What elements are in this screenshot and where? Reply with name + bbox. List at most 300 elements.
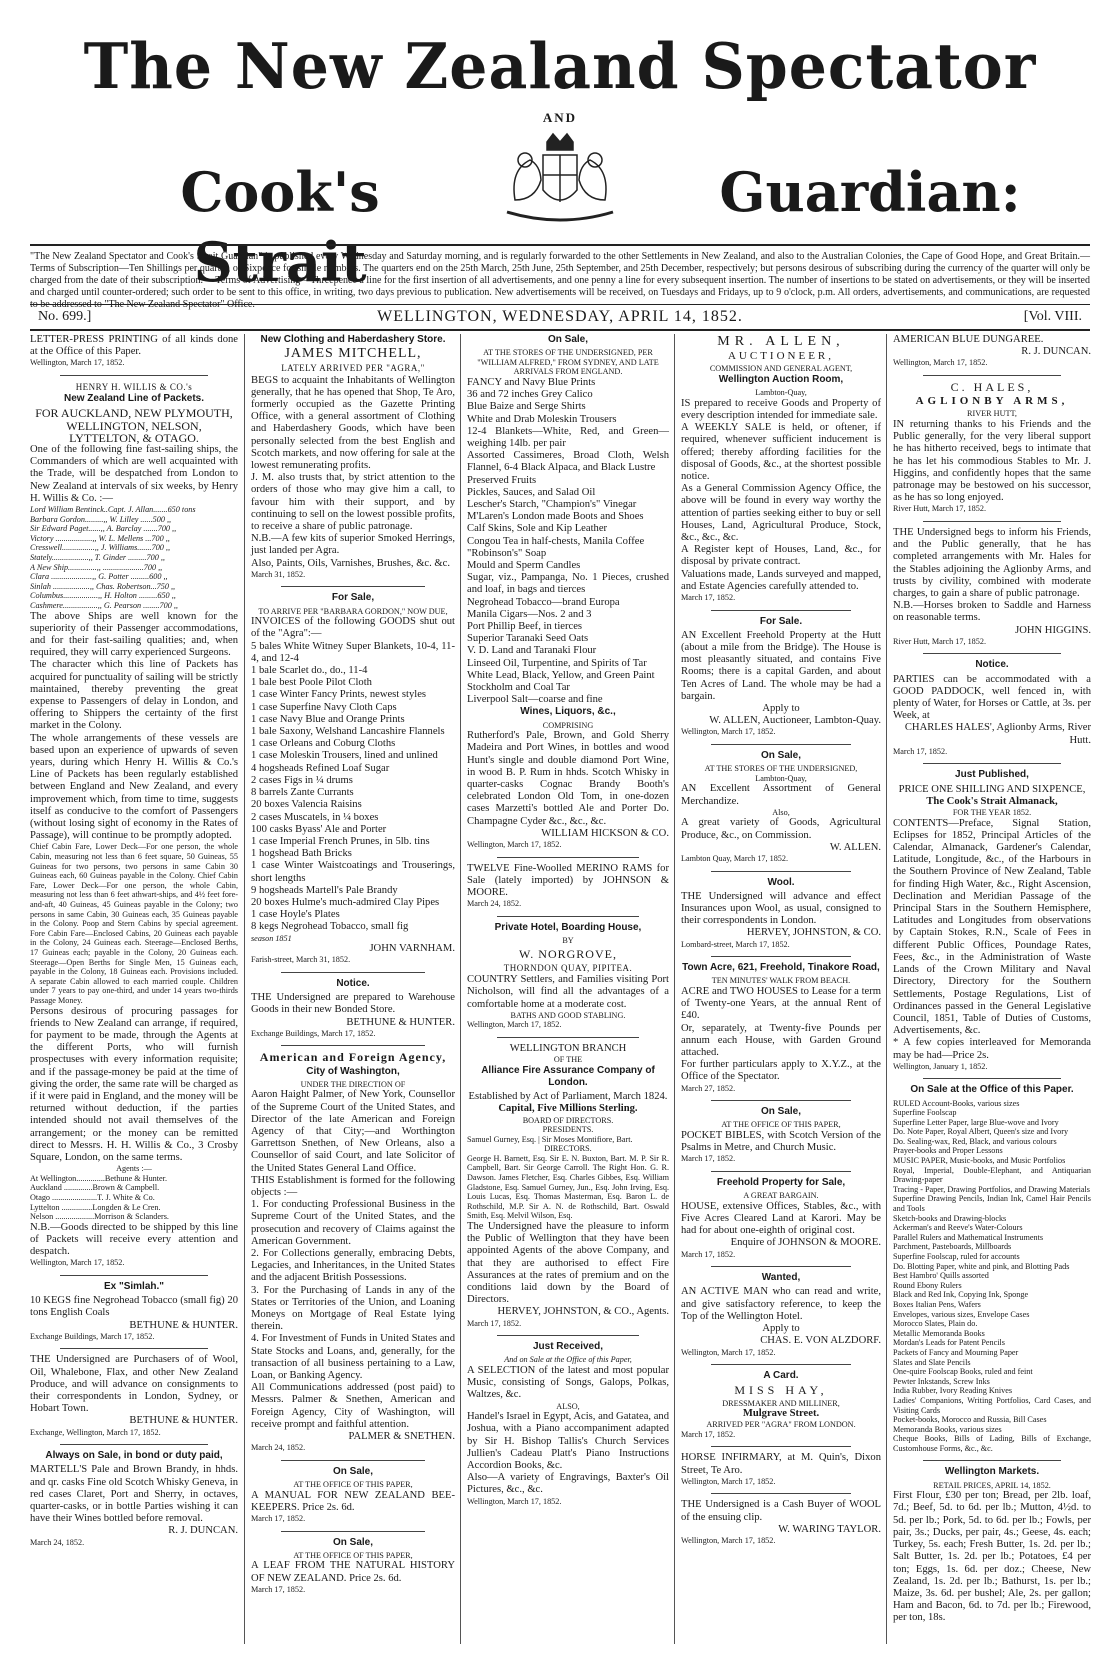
ad-role: DRESSMAKER AND MILLINER, (722, 1398, 840, 1408)
ad-text: 1. For conducting Professional Business in the Supreme Court of the United States, and the prosecution and recovery of Claims against the American Government. (251, 1199, 455, 1247)
ad-arrived: ARRIVED PER "AGRA" FROM LONDON. (706, 1420, 856, 1430)
divider (923, 1078, 1061, 1079)
ad-text: POCKET BIBLES, with Scotch Version of the Psalms in Metre, and Church Music. (681, 1130, 881, 1154)
ad-date: March 24, 1852. (30, 1537, 85, 1547)
markets-prices: First Flour, £30 per ton; Bread, per 2lb. loaf, 7d.; Beef, 5d. to 6d. per lb.; Mutton, 4½d. to 5d. per lb.; Pork, 5d. to 6d. per lb.; Fowls, per pair, 3s.; Ducks, per pair, 4s.; Geese, 4s. each; Turkey, 5s. each; Fresh Butter, 1s. 2d. per lb.; Salt Butter, 1s. 2d. per lb.; Potatoes, £4 per ton; Eggs, 1s. 6d. per doz.; Cheese, New Zealand, 1s. 2d. per lb.; Bathurst, 1s. per lb.; Maize, 3s. 6d. per bushel; Ale, 2s. per gallon; Ham and Bacon, 6d. to 7d. per lb.; Firewood, per ton, 18s. (893, 1490, 1091, 1624)
stationery-list-item: Superfine Foolscap (893, 1108, 957, 1118)
stationery-list-item: One-quire Foolscap Books, ruled and feint (893, 1367, 1033, 1377)
ad-almanack (893, 769, 1091, 1071)
stationery-list (893, 1099, 1091, 1454)
agent-list-item: Nelson ...................Morrison & Sclanders. (30, 1212, 169, 1222)
ad-heading: Private Hotel, Boarding House, (494, 921, 642, 933)
goods-list-item: 100 casks Byass' Ale and Porter (251, 823, 387, 835)
ad-heading: On Sale, (760, 750, 801, 762)
ad-simlah (30, 1281, 238, 1341)
divider (711, 956, 851, 957)
goods-list-item: Assorted Cassimeres, Broad Cloth, Welsh Flannel, 6-4 Black Alpaca, and Black Lustre (467, 450, 669, 474)
ad-subheading: COMMISSION AND GENERAL AGENT, (709, 364, 853, 374)
ad-heading: Notice. (975, 659, 1009, 671)
column-2 (244, 334, 461, 1644)
ship-list-item: Barbara Gordon.........,, W. Lilley ......500 ,, (30, 514, 172, 524)
stationery-list-item: Parallel Rulers and Mathematical Instruments (893, 1232, 1044, 1242)
ad-date: Lombard-street, March 17, 1852. (681, 939, 790, 949)
ad-date: Wellington, March 17, 1852. (467, 1020, 562, 1030)
ad-text: INVOICES of the following GOODS shut out of the "Agra":— (251, 616, 455, 640)
ad-signature: BETHUNE & HUNTER. (346, 1016, 455, 1028)
stationery-list-item: Do. Blotting Paper, white and pink, and Blotting Pads (893, 1261, 1070, 1271)
ad-heading: On Sale at the Office of this Paper. (910, 1084, 1074, 1096)
goods-list-item: 12-4 Blankets—White, Red, and Green—weighing 14lb. per pair (467, 425, 669, 449)
ad-miss-hay (681, 1370, 881, 1439)
ad-bond (30, 1450, 238, 1547)
ship-list-item: Sir Edward Paget......,, A. Barclay .......700 ,, (30, 524, 177, 534)
dateline (30, 304, 1090, 331)
goods-list-item: Lescher's Starch, "Champion's" Vinegar (467, 499, 637, 511)
divider (711, 871, 851, 872)
ad-date: March 17, 1852. (681, 1429, 736, 1439)
ad-date: March 17, 1852. (251, 1514, 306, 1524)
goods-list-item: Superior Taranaki Seed Oats (467, 633, 589, 645)
ad-date: Exchange Buildings, March 17, 1852. (30, 1331, 155, 1341)
divider (711, 1446, 851, 1447)
ad-heading: On Sale, (547, 334, 588, 345)
wines-subheading: COMPRISING (542, 720, 594, 730)
divider (60, 1348, 208, 1349)
ad-date: Wellington, March 17, 1852. (681, 727, 776, 737)
ad-date: Wellington, March 17, 1852. (893, 358, 988, 368)
divider (497, 1335, 639, 1336)
divider (711, 744, 851, 745)
auction-room: Wellington Auction Room, (718, 374, 844, 385)
ship-list-item: Lord William Bentinck..Capt. J. Allan.......650 tons (30, 505, 196, 515)
stationery-list-item: Ladies' Companions, Writing Portfolios, Card Cases, and Visiting Cards (893, 1395, 1091, 1415)
ad-date: March 31, 1852. (251, 569, 306, 579)
ad-signature: BETHUNE & HUNTER. (129, 1415, 238, 1427)
masthead-left-title: Cook's Strait (180, 160, 380, 294)
ship-list-item: Clara ....................,, G. Potter .........600 ,, (30, 572, 168, 582)
ad-karori (681, 1177, 881, 1259)
ad-signature: PALMER & SNETHEN. (348, 1431, 455, 1443)
ad-text: All Communications addressed (post paid) to Messrs. Palmer & Snethen, American and Foreign Agency, City of Washington, will receive prompt and faithful attention. (251, 1382, 455, 1430)
ad-signature: R. J. DUNCAN. (1021, 346, 1091, 358)
ad-hales (893, 381, 1091, 514)
divider (281, 1460, 425, 1461)
ad-wool (681, 877, 881, 950)
ad-role: AUCTIONEER, (727, 350, 835, 363)
goods-list-item: Calf Skins, Sole and Kip Leather (467, 523, 608, 535)
goods-list-item: Linseed Oil, Turpentine, and Spirits of Tar (467, 657, 647, 669)
ad-subheading: TO ARRIVE PER "BARBARA GORDON," NOW DUE, (258, 606, 448, 616)
ad-text: THIS Establishment is formed for the following objects :— (251, 1174, 455, 1198)
goods-list-item: 9 hogsheads Martell's Pale Brandy (251, 884, 398, 896)
ad-town-acre (681, 962, 881, 1093)
issue-date: WELLINGTON, WEDNESDAY, APRIL 14, 1852. (377, 308, 743, 325)
ad-text: A MANUAL FOR NEW ZEALAND BEE-KEEPERS. Price 2s. 6d. (251, 1489, 455, 1513)
ad-text: 2. For Collections generally, embracing Debts, Legacies, and Inheritances, in the United States and the adjacent British Possessions. (251, 1247, 455, 1284)
stationery-list-item: Do. Note Paper, Royal Albert, Queen's size and Ivory (893, 1127, 1069, 1137)
presidents-names: Samuel Gurney, Esq. | Sir Moses Montifiore, Bart. (467, 1134, 633, 1144)
stationery-list-item: Superfine Drawing Pencils, Indian Ink, Camel Hair Pencils and Tools (893, 1194, 1091, 1214)
ad-text: The above Ships are well known for the superiority of their Passenger accommodations, and for their fast-sailing qualities; and, when required, they will carry experienced Surgeons. (30, 610, 238, 659)
ad-subheading: AT THE STORES OF THE UNDERSIGNED, (704, 764, 858, 774)
goods-list-item: Negrohead Tobacco—brand Europa (467, 596, 620, 608)
ad-signature: W. ALLEN. (829, 841, 881, 853)
ad-heading: A Card. (763, 1370, 799, 1382)
divider (497, 916, 639, 917)
ad-heading: WELLINGTON BRANCH (509, 1042, 627, 1054)
goods-list-item: 20 boxes Valencia Raisins (251, 799, 362, 811)
ad-date: March 24, 1852. (251, 1443, 306, 1453)
ad-text: THE Undersigned will advance and effect Insurances upon Wool, as usual, consigned to their correspondents in London. (681, 890, 881, 927)
established: Established by Act of Parliament, March 1824. (468, 1091, 668, 1103)
stationery-list-item: Cheque Books, Bills of Lading, Bills of Exchange, Customhouse Forms, &c., &c. (893, 1434, 1091, 1453)
ad-text: Handel's Israel in Egypt, Acis, and Gatatea, and Joshua, with a Piano accompaniment adapted by Sir H. Bishop Tallis's Church Services Jullien's Cadeau Platt's Piano Instructions Accordion Books, &c. (467, 1411, 669, 1472)
ad-paddock (893, 659, 1091, 756)
ad-text: Rutherford's Pale, Brown, and Gold Sherry Madeira and Port Wines, in bottles and wood Hunt's single and double diamond Port Wine, in wood B. P. Rum in hhds. Scotch Whisky in quarter-casks Cognac Brandy Booth's celebrated London Old Tom, in one-dozen cases Marzetti's bottled Ale and Porter Do. Champagne Cyder &c., &c., &c. (467, 730, 669, 827)
board-heading: BOARD OF DIRECTORS. (522, 1115, 614, 1125)
ad-text: The Undersigned have the pleasure to inform the Public of Wellington that they have been appointed Agents of the above Company, and that they are authorised to effect Fire Assurances at the rates of premium and on the conditions laid down by the Board of Directors. (467, 1221, 669, 1306)
divider (711, 610, 851, 611)
ad-text: CONTENTS—Preface, Signal Station, Eclipses for 1852, Principal Articles of the Calendar, Almanack, Gardener's Calendar, Latitude, Longitude, &c., of the Harbours in the Southern Province of New Zealand, Table for finding High Water, &c., Right Ascension, Declination and Meridian Passage of the Principal Stars in the Southern Hemisphere, Latitudes and Longitudes from observations by Captain Stokes, R.N., Scale of Fees in different Public Offices, Poundage Rates, Fees, &c., in the Administration of Waste Lands of the Crown Military and Naval Directory, Directory for the Southern Settlements, Postage Regulations, List of Ordinances passed in the General Legislative Council, 1851, Table of Duties of Customs, Advertisements, &c. (893, 817, 1091, 1037)
ad-purchasers (30, 1354, 238, 1437)
fare-table: Chief Cabin Fare, Lower Deck—For one person, the whole Cabin, measuring not less than 6 feet square, 50 Guineas, 55 Guineas for two persons, two persons in same Cabin 30 Guineas each, 60 Guineas payable in the Colony. Chief Cabin Fare, Lower Deck—For one person, the whole Cabin, measuring not less than 6 feet athwart-ships, and 4½ feet fore-and-aft, 40 Guineas, 45 Guineas payable in the Colony; two persons in same Cabin, 30 Guineas each, 35 Guineas payable in the Colony. Poop and Stern Cabins by special agreement. Fore Cabin Fare—Enclosed Cabins, 20 Guineas each payable in the Colony, 24 Guineas each. Steerage—Enclosed Berths, 17 Guineas each; payable in the Colony, 20 Guineas each. Steerage—Open Berths for Single Men, 15 Guineas each, payable in the Colony, 18 Guineas each. Provisions included. A separate Cabin allowed to each married couple. Children under 7 years to pay one-third, and under 14 years two-thirds Passage Money. (30, 842, 238, 1005)
ad-text: AN Excellent Assortment of General Merchandize. (681, 783, 881, 807)
goods-list-item: White and Drab Moleskin Trousers (467, 413, 617, 425)
ad-inn: AGLIONBY ARMS, (915, 395, 1069, 408)
ad-signature: BETHUNE & HUNTER. (129, 1319, 238, 1331)
directors-heading: DIRECTORS. (544, 1144, 592, 1154)
publication-terms: "The New Zealand Spectator and Cook's Strait Guardian" is published every Wednesday and Saturday morning, and is regularly forwarded to the other Settlements in New Zealand, and also to the Australian Colonies, the Cape of Good Hope, and Great Britain.— Terms of Subscription—Ten Shillings per quarter, or Sixpence for single numbers. The quarters end on the 25th March, 25th June, 25th September, and 25th December, respectively; but persons desirous of subscribing during the currency of the quarter will only be charged from the date of their subscription.— Terms of Advertising—Threepence a line for the first insertion of all advertisements, and one penny a line for every subsequent insertion. The number of insertions to be stated on advertisements, or they will be inserted and charged until counter-ordered; such order to be sent to this office, in writing, two days previous to publication. New advertisements will be received, on Tuesdays and Fridays, up to 9 o'clock, p.m. All orders, advertisements, and communications, are requested to be addressed to "The New Zealand Spectator" Office. (30, 244, 1090, 311)
ad-text: HOUSE, extensive Offices, Stables, &c., with Five Acres Cleared Land at Karori. May be had for about one-eighth of original cost. (681, 1200, 881, 1237)
ad-text: A great variety of Goods, Agricultural Produce, &c., on Commission. (681, 817, 881, 841)
ad-text: 3. For the Purchasing of Lands in any of the States or Territories of the Union, and Loaning Moneys on Mortgage of Real Estate lying therein. (251, 1284, 455, 1333)
ad-heading: HENRY H. WILLIS & CO.'s (75, 382, 193, 392)
ad-date: Lambton Quay, March 17, 1852. (681, 854, 789, 864)
divider (711, 1364, 851, 1365)
ad-horse-infirmary (681, 1452, 881, 1486)
stationery-list-item: MUSIC PAPER, Music-books, and Music Portfolios (893, 1156, 1066, 1166)
stationery-list-item: Best Hambro' Quills assorted (893, 1271, 989, 1281)
goods-list-item: 1 bale best Poole Pilot Cloth (251, 677, 372, 689)
goods-list (251, 641, 455, 934)
agents-heading: Agents :— (116, 1164, 152, 1174)
ad-date: March 17, 1852. (681, 593, 736, 603)
directors-names: George H. Barnett, Esq. Sir E. N. Buxton, Bart. M. P. Sir R. Campbell, Bart. Sir George Carroll. The Right Hon. G. R. Dawson. James Fletcher, Esq. Charles Gibbes, Esq. William Gladstone, Esq. Samuel Gurney, Jun., Esq. John Irving, Esq. Louis Lucas, Esq. Thomas Masterman, Esq. Baron L. de Rothschild, M.P. Sir A. N. de Rothschild, Bart. Oswald Smith, Esq. Melvil Wilson, Esq. (467, 1153, 669, 1221)
divider (711, 1100, 851, 1101)
ad-heading: Notice. (336, 977, 370, 989)
goods-list-item: 2 cases Figs in ¼ drums (251, 774, 353, 786)
ad-date: Exchange Buildings, March 17, 1852. (251, 1028, 376, 1038)
ad-heading: New Clothing and Haberdashery Store. (260, 334, 446, 345)
stationery-list-item: Superfine Letter Paper, large Blue-wove and Ivory (893, 1117, 1059, 1127)
divider (60, 1444, 208, 1445)
goods-list-item: 1 bale Scarlet do., do., 11-4 (251, 665, 368, 677)
divider (497, 857, 639, 858)
ad-price: PRICE ONE SHILLING AND SIXPENCE, (898, 783, 1086, 795)
ad-text: AMERICAN BLUE DUNGAREE. (893, 334, 1044, 345)
ad-also: ALSO, (556, 1401, 580, 1411)
goods-list-item: "Robinson's" Soap (467, 547, 547, 559)
ad-signature: W. ALLEN, Auctioneer, Lambton-Quay. (709, 715, 881, 727)
ad-text: 4. For Investment of Funds in United States and State Stocks and Loans, and, generally, for the transaction of all business pertaining to a Law, Loan, or Banking Agency. (251, 1333, 455, 1381)
ad-text: IN returning thanks to his Friends and the Public generally, for the very liberal support he has hitherto received, begs to intimate that he has let his commodious Stables to Mr. J. Higgins, and confidently hopes that the same patronage may be bestowed on his successor, as he has so long enjoyed. (893, 419, 1091, 504)
ad-text: One of the following fine fast-sailing ships, the Commanders of which are well acquainted with the Trade, will be despatched from London to New Zealand at intervals of six weeks, by Henry H. Willis & Co. :— (30, 444, 238, 504)
goods-list-item: 1 hogshead Bath Bricks (251, 848, 352, 860)
ad-text: Valuations made, Lands surveyed and mapped, and Estate Agencies carefully attended to. (681, 568, 881, 592)
ad-letterpress (30, 334, 238, 368)
stationery-list-item: Prayer-books and Proper Lessons (893, 1146, 1003, 1156)
goods-list-item: White Lead, Black, Yellow, and Green Paint (467, 669, 655, 681)
almanack-year: FOR THE YEAR 1852. (952, 808, 1032, 818)
ad-street: Mulgrave Street. (742, 1408, 820, 1420)
ad-signature: W. WARING TAYLOR. (778, 1523, 881, 1535)
ad-bonded-store (251, 978, 455, 1038)
ad-text: Also, Paints, Oils, Varnishes, Brushes, &c. &c. (251, 557, 451, 569)
column-4 (674, 334, 887, 1644)
ad-text: PARTIES can be accommodated with a GOOD PADDOCK, well fenced in, with plenty of Water, for Horses or Cattle, at 3s. per Week, at (893, 673, 1091, 722)
ad-foreign-agency (251, 1051, 455, 1452)
goods-list-item: 1 case Orleans and Coburg Cloths (251, 738, 396, 750)
goods-list-item: Pickles, Sauces, and Salad Oil (467, 486, 596, 498)
ad-higgins (893, 527, 1091, 646)
wines-heading: Wines, Liquors, &c., (520, 706, 616, 718)
ad-of: OF THE (553, 1055, 583, 1065)
goods-list-item: 4 hogsheads Refined Loaf Sugar (251, 762, 390, 774)
ad-text: THE Undersigned is a Cash Buyer of WOOL of the ensuing clip. (681, 1499, 881, 1523)
ad-date: River Hutt, March 17, 1852. (893, 504, 987, 514)
presidents-heading: PRESIDENTS. (542, 1125, 594, 1135)
ad-text: A Register kept of Houses, Land, &c., for disposal by private contract. (681, 544, 881, 568)
goods-list-item: 36 and 72 inches Grey Calico (467, 389, 593, 401)
ad-heading: Just Received, (532, 1341, 604, 1353)
ad-by: BY (562, 936, 574, 946)
goods-list-item: 1 case Imperial French Prunes, in 5lb. tins (251, 835, 430, 847)
ad-subheading: AT THE STORES OF THE UNDERSIGNED, PER "WILLIAM ALFRED," FROM SYDNEY, AND LATE ARRIVALS FROM ENGLAND. (477, 348, 659, 377)
markets-heading: Wellington Markets. (944, 1466, 1040, 1478)
ad-text: Or, separately, at Twenty-five Pounds per annum each House, with Garden Ground attached. (681, 1022, 881, 1059)
ad-text: LETTER-PRESS PRINTING of all kinds done at the Office of this Paper. (30, 334, 238, 358)
stationery-list-item: Envelopes, various sizes, Envelope Cases (893, 1309, 1030, 1319)
ad-address: THORNDON QUAY, PIPITEA. (503, 962, 633, 973)
stationery-list-item: Round Ebony Rulers (893, 1280, 962, 1290)
ad-heading: Town Acre, 621, Freehold, Tinakore Road, (682, 962, 880, 974)
goods-list-item: 1 case Navy Blue and Orange Prints (251, 713, 405, 725)
ad-text: N.B.—Goods directed to be shipped by this line of Packets will receive every attention and despatch. (30, 1221, 238, 1258)
ad-date: March 17, 1852. (251, 1584, 306, 1594)
ad-date: Wellington, March 17, 1852. (467, 840, 562, 850)
ad-subheading: And on Sale at the Office of this Paper, (504, 1355, 632, 1365)
divider (711, 1266, 851, 1267)
ship-list-item: Victory ..................,, W. L. Mellens ...700 ,, (30, 533, 170, 543)
ad-cash-buyer (681, 1499, 881, 1545)
stationery-list-item: Metallic Memoranda Books (893, 1328, 985, 1338)
ad-date: March 17, 1852. (893, 746, 948, 756)
goods-list-item: Liverpool Salt—coarse and fine (467, 694, 603, 706)
ad-date: March 17, 1852. (681, 1249, 736, 1259)
ad-date: March 27, 1852. (681, 1083, 736, 1093)
divider (281, 972, 425, 973)
ad-bibles (681, 1106, 881, 1164)
goods-list-item: 1 case Moleskin Trousers, lined and unlined (251, 750, 438, 762)
ad-date: Exchange, Wellington, March 17, 1852. (30, 1427, 161, 1437)
ad-text: The whole arrangements of these vessels are based upon an experience of upwards of seven years, during which Henry H. Willis & Co.'s Line of Packets has been regularly established between England and New Zealand, and every improvement which, from time to time, suggests itself as conducive to the comfort of Passengers (without losing sight of economy in the Rates of Passage), will continue to be promptly adopted. (30, 732, 238, 842)
ad-text: THE Undersigned are Purchasers of of Wool, Oil, Whalebone, Flax, and other New Zealand Produce, and will advance on consignments to their correspondents in London, Sydney, or Hobart Town. (30, 1354, 238, 1415)
ad-text: For further particulars apply to X.Y.Z., at the Office of the Spectator. (681, 1059, 881, 1083)
goods-list-item: Sugar, viz., Pampanga, No. 1 Pieces, crushed and loaf, in bags and tierces (467, 572, 669, 596)
goods-list-item: M'Laren's London made Boots and Shoes (467, 511, 644, 523)
stationery-list-item: RULED Account-Books, various sizes (893, 1098, 1020, 1108)
ad-text: IS prepared to receive Goods and Property of every description intended for immediate sale. (681, 397, 881, 421)
ad-subheading: AT THE OFFICE OF THIS PAPER, (293, 1550, 413, 1560)
agent-list-item: At Wellington..............Bethune & Hunter. (30, 1173, 167, 1183)
ad-hotel (467, 922, 669, 1030)
agent-list-item: Auckland ..............Brown & Campbell. (30, 1183, 160, 1193)
divider (60, 1275, 208, 1276)
ship-list (30, 505, 238, 611)
columns (30, 334, 1090, 1644)
ship-list-item: Sinlah ..................,, Chas. Robertson...750 ,, (30, 581, 176, 591)
ad-text: N.B.—Horses broken to Saddle and Harness on reasonable terms. (893, 600, 1091, 624)
ad-text: J. M. also trusts that, by strict attention to the orders of those who may give him a call, to favour him with their support, and by continuing to sell on the lowest possible profits, to receive a share of public patronage. (251, 472, 455, 533)
ad-text: COUNTRY Settlers, and Families visiting Port Nicholson, will find all the advantages of a comfortable home at a moderate cost. (467, 974, 669, 1010)
ad-date: Wellington, March 17, 1852. (30, 358, 125, 368)
goods-list (467, 377, 669, 706)
company-name: Alliance Fire Assurance Company of London. (481, 1064, 655, 1088)
ad-name: C. HALES, (950, 380, 1034, 394)
goods-list-item: 20 boxes Hulme's much-admired Clay Pipes (251, 896, 440, 908)
ad-date: Farish-street, March 31, 1852. (251, 955, 351, 965)
column-1 (30, 334, 244, 1644)
stationery-list-item: Pewter Inkstands, Screw Inks (893, 1376, 990, 1386)
ad-dungaree (893, 334, 1091, 368)
ad-heading: Ex "Simlah." (103, 1280, 165, 1292)
ad-apply: Apply to (762, 1323, 800, 1335)
stationery-list-item: Tracing - Paper, Drawing Portfolios, and Drawing Materials (893, 1184, 1090, 1194)
ad-heading: On Sale, (760, 1106, 801, 1118)
ad-text: Also—A variety of Engravings, Baxter's Oil Pictures, &c., &c. (467, 1472, 669, 1496)
divider (711, 1493, 851, 1494)
ad-heading: On Sale, (332, 1465, 373, 1477)
ad-text: The character which this line of Packets has acquired for punctuality of sailing will be strictly maintained, thereby preventing the great expense to Passengers of delay in London, and offering to Shippers the certainty of the first market in the Colony. (30, 659, 238, 732)
ad-text: 10 KEGS fine Negrohead Tobacco (small fig) 20 tons English Coals (30, 1295, 238, 1319)
goods-list-item: FANCY and Navy Blue Prints (467, 376, 596, 388)
agents-list (30, 1174, 238, 1222)
stationery-list-item: Morocco Slates, Plain do. (893, 1319, 978, 1329)
ad-baths: BATHS AND GOOD STABLING. (510, 1010, 626, 1020)
ad-bee-manual (251, 1466, 455, 1524)
ad-note: * A few copies interleaved for Memoranda may be had—Price 2s. (893, 1037, 1091, 1061)
goods-list-item: Congou Tea in half-chests, Manila Coffee (467, 535, 645, 547)
goods-list-item: 1 case Superfine Navy Cloth Caps (251, 701, 397, 713)
ad-date: Wellington, March 17, 1852. (30, 1258, 125, 1268)
ad-heading: On Sale, (332, 1536, 373, 1548)
ad-allen (681, 336, 881, 603)
ad-date: Wellington, March 17, 1852. (681, 1347, 776, 1357)
ad-name: JAMES MITCHELL, (284, 346, 422, 362)
ad-date: March 24, 1852. (467, 899, 522, 909)
ad-heading: For Sale, (331, 592, 375, 604)
masthead-right-title: Guardian: (719, 160, 1021, 224)
stationery-list-item: Pocket-books, Morocco and Russia, Bill Cases (893, 1415, 1047, 1425)
ad-signature: Enquire of JOHNSON & MOORE. (730, 1237, 881, 1249)
ship-list-item: Columbus.................,, H. Holton .........650 ,, (30, 591, 176, 601)
ad-name: W. NORGROVE, (519, 946, 617, 961)
ad-signature: HERVEY, JOHNSTON, & CO. (746, 927, 881, 939)
divider (711, 1171, 851, 1172)
ad-under: UNDER THE DIRECTION OF (300, 1079, 406, 1089)
ad-alliance-fire (467, 1043, 669, 1328)
ad-text: Aaron Haight Palmer, of New York, Counsellor of the Supreme Court of the United States, and Director of the late American and Foreign Agency of that City;—and Worthington Garrettson Snethen, of New Orleans, also a Counsellor of said Court, and late Solicitor of the United States General Land Office. (251, 1089, 455, 1174)
goods-list-item: Preserved Fruits (467, 474, 537, 486)
stationery-list-item: Black and Red Ink, Copying Ink, Sponge (893, 1290, 1029, 1300)
divider (60, 375, 208, 376)
ad-heading: Wanted, (761, 1272, 801, 1284)
column-3 (460, 334, 675, 1644)
issue-number: No. 699.] (38, 309, 92, 324)
ad-signature: CHAS. E. VON ALZDORF. (760, 1335, 881, 1347)
ad-mitchell (251, 334, 455, 579)
divider (923, 763, 1061, 764)
goods-list-item: 8 kegs Negrohead Tobacco, small fig (251, 921, 409, 933)
stationery-list-item: Sketch-books and Drawing-blocks (893, 1213, 1007, 1223)
ad-name: MR. ALLEN, (717, 334, 845, 349)
ad-also: Also, (772, 807, 790, 817)
markets-subheading: RETAIL PRICES, APRIL 14, 1852. (933, 1480, 1051, 1490)
ad-subheading: TEN MINUTES' WALK FROM BEACH. (711, 976, 851, 986)
stationery-list-item: Parchment, Pasteboards, Millboards (893, 1242, 1012, 1252)
column-5 (886, 334, 1091, 1644)
stationery-list-item: Boxes Italian Pens, Wafers (893, 1299, 981, 1309)
season-note: season 1851 (251, 933, 292, 943)
ad-text: Persons desirous of procuring passages for friends to New Zealand can arrange, if required, for payment to be made, through the Agents at the different Ports, who will furnish prospectuses with every information requisite; and if the passage-money be paid at the time of giving the order, the same rate will be charged as if it were paid in England, and the money will be returned without deduction, if the parties intended should not avail themselves of the arrangement; or the money can be remitted direct to Messrs. H. H. Willis & Co., 3 Crosby Square, London, on the same terms. (30, 1005, 238, 1163)
capital: Capital, Five Millions Sterling. (498, 1103, 638, 1115)
ship-list-item: Cashmere.................,, G. Pearson ........700 ,, (30, 600, 178, 610)
ad-heading: American and Foreign Agency, (259, 1050, 447, 1065)
goods-list-item: Port Phillip Beef, in tierces (467, 621, 583, 633)
goods-list-item: 1 case Hoyle's Plates (251, 909, 340, 921)
ad-text: A LEAF FROM THE NATURAL HISTORY OF NEW ZEALAND. Price 2s. 6d. (251, 1560, 455, 1584)
masthead-title: The New Zealand Spectator (83, 30, 1037, 104)
ad-signature: R. J. DUNCAN. (168, 1525, 238, 1537)
ad-heading: Always on Sale, in bond or duty paid, (45, 1450, 223, 1462)
ad-text: THE Undersigned begs to inform his Friends, and the Public generally, that he has completed arrangements with Mr. Hales for the Stables adjoining the Aglionby Arms, and trusts by civility, combined with moderate charges, to gain a share of public patronage. (893, 527, 1091, 600)
ad-text: As a General Commission Agency Office, the above will be found in every way worthy the attention of parties seeking either to buy or sell Houses, Land, Agricultural Produce, Stock, &c., &c., &c. (681, 483, 881, 544)
newspaper-page (30, 22, 1090, 1647)
ad-heading: Wool. (767, 876, 795, 888)
divider (923, 521, 1061, 522)
ad-date: River Hutt, March 17, 1852. (893, 636, 987, 646)
ad-subheading: AT THE OFFICE OF THIS PAPER, (721, 1120, 841, 1130)
goods-list-item: 2 cases Muscatels, in ¼ boxes (251, 811, 379, 823)
goods-list-item: Stockholm and Coal Tar (467, 682, 570, 694)
ad-text: MARTELL'S Pale and Brown Brandy, in hhds. and qr. casks Fine old Scotch Whisky Geneva, in red cases Claret, Port and Sherry, in octaves, quarter-casks, or in bottle Parties wishing it can have their Wines bottled before removal. (30, 1464, 238, 1525)
ad-date: March 17, 1852. (467, 1318, 522, 1328)
ad-address: Lambton-Quay, (755, 773, 807, 783)
ad-text: AN Excellent Freehold Property at the Hutt (about a mile from the Bridge). The House is most pleasantly situated, and contains Five Rooms; there is a capital Garden, and about Ten Acres of Land. The whole may be had a bargain. (681, 629, 881, 702)
ad-heading: Freehold Property for Sale, (716, 1177, 846, 1189)
ad-text: THE Undersigned are prepared to Warehouse Goods in their new Bonded Store. (251, 992, 455, 1016)
ad-text: HORSE INFIRMARY, at M. Quin's, Dixon Street, Te Aro. (681, 1452, 881, 1476)
ad-wanted (681, 1272, 881, 1357)
ad-signature: JOHN VARNHAM. (369, 943, 455, 955)
ad-text: A WEEKLY SALE is held, or oftener, if required, whenever sufficient inducement is offered; thereby affording facilities for the disposal of Goods, &c., at the shortest possible notice. (681, 422, 881, 483)
goods-list-item: Mould and Sperm Candles (467, 560, 581, 572)
ad-date: Wellington, March 17, 1852. (681, 1476, 776, 1486)
ad-apply: Apply to (762, 703, 800, 715)
stationery-list-item: Slates and Slate Pencils (893, 1357, 971, 1367)
ad-signature: WILLIAM HICKSON & CO. (541, 827, 669, 839)
goods-list-item: V. D. Land and Taranaki Flour (467, 645, 597, 657)
